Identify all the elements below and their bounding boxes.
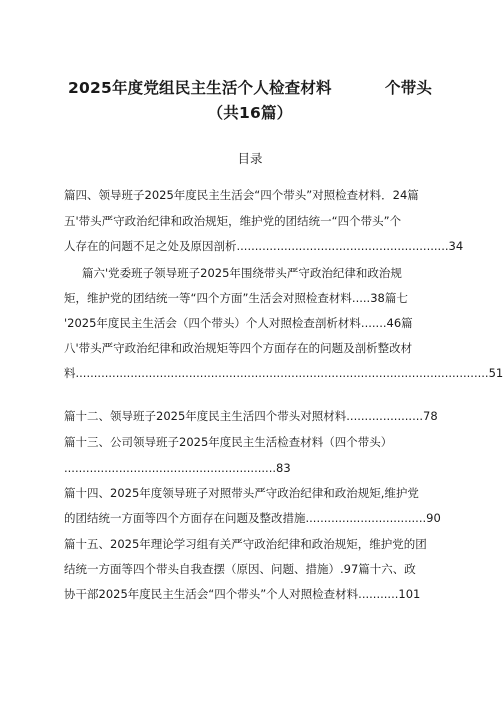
- toc-line: 八'带头严守政治纪律和政治规矩等四个方面存在的问题及剖析整改材: [64, 341, 413, 355]
- toc-line: 篇四、领导班子2025年度民主生活会“四个带头”对照检查材料．24篇: [64, 188, 419, 202]
- toc-heading: 目录: [237, 151, 263, 166]
- toc-line: 矩，维护党的团结统一等“四个方面”生活会对照检查材料.....38篇七: [64, 291, 408, 305]
- toc-line: 的团结统一方面等四个方面存在问题及整改措施.................................90: [64, 511, 441, 525]
- toc-line: 五'带头严守政治纪律和政治规矩，维护党的团结统一“四个带头”个: [64, 214, 402, 228]
- toc-line: 协干部2025年度民主生活会“四个带头”个人对照检查材料...........101: [64, 587, 421, 601]
- toc-line: 人存在的问题不足之处及原因剖析..........................................................34: [64, 239, 464, 253]
- document-title-count: （共16篇）: [207, 104, 293, 122]
- toc-line: 篇十四、2025年度领导班子对照带头严守政治纪律和政治规矩,维护党: [64, 486, 419, 500]
- toc-line: 篇十五、2025年理论学习组有关严守政治纪律和政治规矩，维护党的团: [64, 537, 427, 551]
- toc-line: '2025年度民主生活会（四个带头）个人对照检查剖析材料.......46篇: [64, 316, 413, 330]
- toc-line: ..........................................................83: [64, 461, 291, 475]
- toc-line: 篇十三、公司领导班子2025年度民主生活检查材料（四个带头）: [64, 435, 393, 449]
- toc-line: 篇六'党委班子领导班子2025年围绕带头严守政治纪律和政治规: [82, 266, 402, 280]
- document-title-side: 个带头: [385, 79, 433, 97]
- toc-line: 篇十二、领导班子2025年度民主生活四个带头对照材料.....................78: [64, 409, 438, 423]
- document-title-main: 2025年度党组民主生活个人检查材料: [68, 79, 332, 97]
- toc-line: 料.................................................................................................................51: [64, 366, 503, 380]
- toc-line: 结统一方面等四个带头自我查摆（原因、问题、措施）.97篇十六、政: [64, 562, 416, 576]
